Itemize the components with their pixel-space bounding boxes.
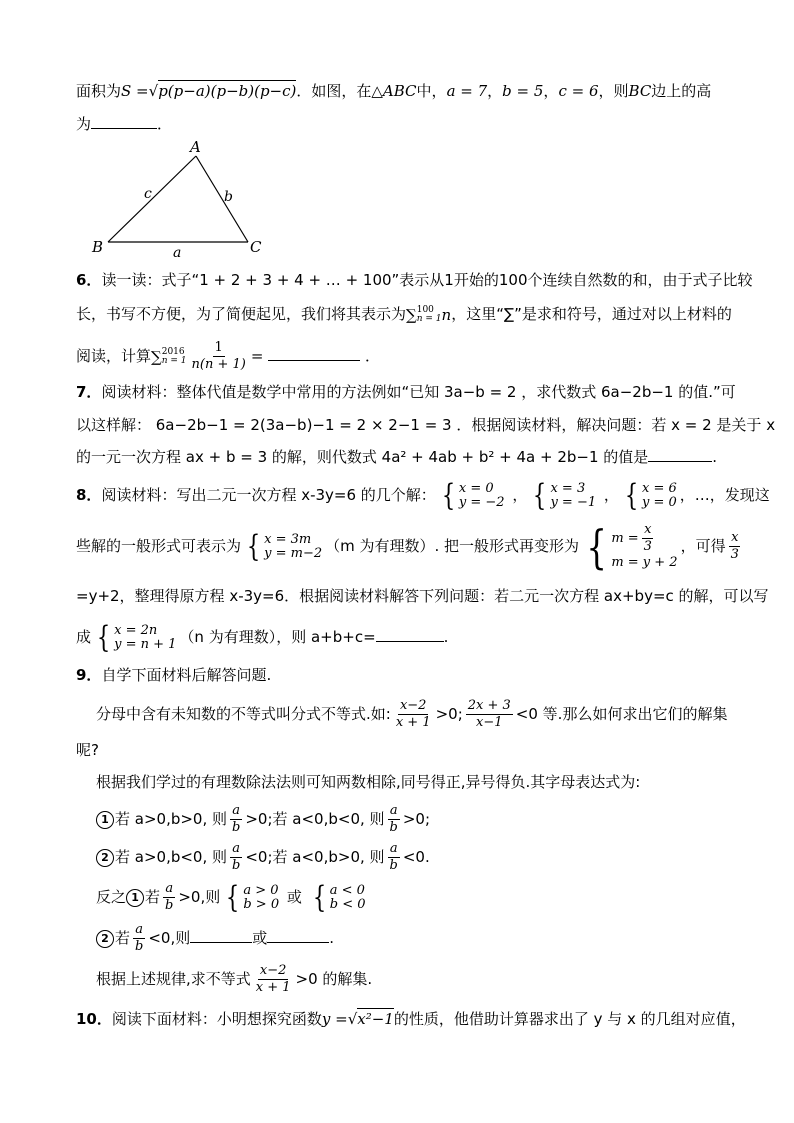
- q9-r4b: <0,则: [148, 929, 191, 947]
- q8-h1-lhs: m =: [611, 530, 639, 546]
- q8-answer-blank[interactable]: [376, 627, 444, 642]
- q8-s2-x: x = 3: [550, 480, 586, 496]
- q9-r5a: 根据上述规律,求不等式: [96, 970, 251, 988]
- q9-r2b: <0;若 a<0,b>0, 则: [245, 848, 385, 866]
- q9-text1c: <0 等.那么如何求出它们的解集: [515, 705, 728, 723]
- q6-line1: [76, 269, 752, 291]
- vertex-a-label: A: [190, 138, 201, 156]
- sqrt-sign: √: [347, 1010, 358, 1028]
- q9-r4-end: .: [329, 929, 335, 947]
- q6-text1: 读一读：式子“1 + 2 + 3 + 4 + … + 100”表示从1开始的100个连续自然数的和，由于式子比较: [101, 271, 753, 289]
- q9-line2: [76, 739, 99, 761]
- circle-2-icon: 2: [96, 849, 114, 867]
- text-height: 边上的高: [651, 82, 712, 100]
- q8-x-over-3: [729, 530, 741, 563]
- q9-frac1: [394, 698, 433, 731]
- q6-end: ．: [365, 347, 381, 365]
- formula-radicand: p(p−a)(p−b)(p−c): [158, 82, 297, 100]
- q9-rule3: [96, 880, 369, 915]
- q9-r1-frac1: [230, 803, 242, 836]
- q9-r4a: 若: [115, 929, 131, 947]
- q10-number: 10．: [76, 1010, 112, 1028]
- triangle-name: ABC: [382, 82, 417, 100]
- q8-k-y: y = n + 1: [114, 636, 177, 652]
- q9-text3: 根据我们学过的有理数除法法则可知两数相除,同号得正,异号得负.其字母表达式为:: [96, 773, 641, 791]
- q7-line2: [76, 414, 775, 436]
- circle-1-icon: 1: [126, 889, 144, 907]
- text-then: ，则: [598, 82, 629, 100]
- q9-r1a: 若 a>0,b>0, 则: [115, 810, 228, 828]
- q9-r2-frac2: [388, 841, 400, 874]
- q9-blank-1[interactable]: [190, 928, 252, 943]
- frac-b: b: [165, 898, 174, 913]
- q9-blank-2[interactable]: [267, 928, 329, 943]
- q7-text2: 以这样解： 6a−2b−1 = 2(3a−b)−1 = 2 × 2−1 = 3 ．根据阅读材料，解决问题：若 x = 2 是关于 x: [76, 416, 776, 434]
- sqrt-sign: √: [148, 82, 159, 100]
- q9-line-title: [76, 664, 271, 686]
- q9-r3a: 反之: [96, 888, 127, 906]
- q8-h1-den: 3: [643, 539, 652, 554]
- q8-k-x: x = 2n: [114, 622, 158, 638]
- q9-rule1: [96, 802, 430, 836]
- frac-b: b: [389, 858, 398, 873]
- q8-line2: [76, 519, 744, 574]
- q6-line3: [76, 340, 380, 373]
- text-area-label: 面积为: [76, 82, 122, 100]
- vertex-c-label: C: [250, 238, 262, 256]
- sum2-lower: n = 1: [161, 355, 187, 366]
- q9-r4-or: 或: [252, 929, 268, 947]
- q8-s3-y: y = 0: [642, 494, 677, 510]
- q8-line3: [76, 585, 769, 607]
- q9-r1c: >0;: [402, 810, 431, 828]
- q6-answer-blank[interactable]: [268, 346, 360, 361]
- frac-a: a: [232, 841, 241, 856]
- q9-case-2: { a < 0 b < 0: [312, 879, 366, 915]
- q9-r5b: >0 的解集.: [295, 970, 373, 988]
- q9-text1a: 分母中含有未知数的不等式叫分式不等式.如:: [96, 705, 391, 723]
- q9-case2-a: a < 0: [329, 882, 365, 898]
- q6-frac-num: 1: [214, 340, 223, 355]
- q8-h1-num: x: [644, 522, 652, 537]
- q8-text1b: ，…，发现这: [679, 486, 770, 504]
- q8-text2a: 些解的一般形式可表示为: [76, 537, 242, 555]
- q9-case1-a: a > 0: [243, 882, 279, 898]
- q9-task: [96, 962, 372, 996]
- q6-frac-den: n(n + 1): [191, 357, 246, 372]
- answer-blank[interactable]: [91, 114, 157, 129]
- q8-text2c: ，可得: [680, 537, 726, 555]
- q8-solution-1: { x = 0 y = −2: [441, 477, 505, 513]
- q8-text4a: 成: [76, 628, 92, 646]
- q8-f3: 3: [730, 547, 739, 562]
- q8-line1: 8．阅读材料：写出二元一次方程 x-3y=6 的几个解： { x = 0 y = −2 ， { x = 3 y = −1 ， { x = 6 y = 0 ，…，发现这: [76, 477, 770, 513]
- q7-line3: [76, 446, 717, 468]
- sum-notation: ∑ 100 n = 1 n: [406, 304, 452, 324]
- q8-transformed-form: { m = $\frac{x}{3}$ m = y + 2: [586, 519, 678, 574]
- side-c-label: c: [144, 186, 152, 202]
- line-answer-blank: [76, 113, 172, 135]
- q8-text4b: （n 为有理数），则 a+b+c=: [179, 628, 376, 646]
- frac-a: a: [135, 922, 144, 937]
- q6-text2b: ，这里“∑”是求和符号，通过对以上材料的: [451, 305, 732, 323]
- q9-r2c: <0.: [402, 848, 430, 866]
- q8-solution-3: { x = 6 y = 0: [624, 477, 677, 513]
- q7-text1: 阅读材料：整体代值是数学中常用的方法例如“已知 3a−b = 2 ，求代数式 6a−2b−1 的值.”可: [101, 383, 736, 401]
- q9-rule2: [96, 840, 430, 874]
- frac-b: b: [135, 939, 144, 954]
- sum-lower: n = 1: [416, 313, 442, 324]
- q9-r1-frac2: [388, 803, 400, 836]
- q9-case1-b: b > 0: [243, 896, 280, 912]
- q9-f2-den: x−1: [476, 715, 503, 730]
- q9-r4-frac: [133, 922, 145, 955]
- circle-2-icon: 2: [96, 930, 114, 948]
- side-b-label: b: [224, 189, 233, 205]
- q6-fraction: [190, 340, 248, 373]
- q10-text1b: 的性质，他借助计算器求出了 y 与 x 的几组对应值，: [393, 1010, 746, 1028]
- q8-text3: =y+2，整理得原方程 x-3y=6．根据阅读材料解答下列问题：若二元一次方程 ax+by=c 的解，可以写: [76, 587, 769, 605]
- q8-general-form: { x = 3m y = m−2: [246, 528, 323, 564]
- c-value: c = 6: [558, 82, 599, 100]
- q8-g-x: x = 3m: [264, 531, 312, 547]
- q9-title: 自学下面材料后解答问题.: [101, 666, 272, 684]
- frac-b: b: [232, 858, 241, 873]
- q9-case2-b: b < 0: [329, 896, 366, 912]
- text-period: ．: [157, 115, 173, 133]
- q7-answer-blank[interactable]: [648, 447, 712, 462]
- b-value: b = 5: [502, 82, 544, 100]
- q9-frac2: [466, 698, 513, 731]
- sum-variable: n: [441, 305, 452, 324]
- q8-s2-y: y = −1: [550, 494, 597, 510]
- q6-line2: [76, 303, 732, 326]
- q9-line3: [96, 771, 640, 793]
- q9-r5-frac: [254, 963, 293, 996]
- a-value: a = 7: [446, 82, 488, 100]
- side-bc: BC: [628, 82, 652, 100]
- frac-b: b: [389, 820, 398, 835]
- q9-r5-num: x−2: [259, 963, 287, 978]
- formula-lhs: S =: [121, 82, 149, 100]
- q8-fx: x: [731, 530, 739, 545]
- q9-r2-frac1: [230, 841, 242, 874]
- q8-h2: m = y + 2: [611, 555, 678, 570]
- text-in: 中，: [416, 82, 447, 100]
- line-heron-formula: 面积为S =√p(p−a)(p−b)(p−c)．如图，在△ABC中，a = 7，b = 5，c = 6，则BC边上的高: [76, 82, 712, 100]
- q9-f1-num: x−2: [399, 698, 427, 713]
- q8-text1: 阅读材料：写出二元一次方程 x-3y=6 的几个解：: [101, 486, 436, 504]
- q7-line1: [76, 381, 736, 403]
- q9-text2: 呢?: [76, 741, 99, 759]
- text-is: 为: [76, 115, 92, 133]
- triangle-side-c: [108, 156, 196, 242]
- q9-case-1: { a > 0 b > 0: [226, 879, 280, 915]
- vertex-b-label: B: [92, 238, 104, 256]
- q9-rule4: [96, 921, 334, 955]
- q9-r3c: >0,则: [178, 888, 221, 906]
- q6-text2a: 长，书写不方便，为了简便起见，我们将其表示为: [76, 305, 407, 323]
- q9-r3-frac: [163, 881, 175, 914]
- q6-number: 6．: [76, 271, 102, 289]
- q9-text1b: >0;: [435, 705, 463, 723]
- q9-r5-den: x + 1: [255, 980, 291, 995]
- sum2-upper: 2016: [161, 346, 185, 357]
- sum-upper: 100: [416, 304, 434, 315]
- q10-text1a: 阅读下面材料：小明想探究函数: [111, 1010, 322, 1028]
- frac-a: a: [232, 803, 241, 818]
- q8-number: 8．: [76, 486, 102, 504]
- frac-a: a: [389, 803, 398, 818]
- q9-r2a: 若 a>0,b<0, 则: [115, 848, 228, 866]
- triangle-figure: [88, 136, 278, 258]
- q9-f1-den: x + 1: [395, 715, 431, 730]
- q9-r3b: 若: [145, 888, 161, 906]
- sum-notation-2: ∑ 2016 n = 1: [151, 346, 187, 366]
- q9-number: 9．: [76, 666, 102, 684]
- q6-text3: 阅读，计算: [76, 347, 152, 365]
- frac-a: a: [389, 841, 398, 856]
- q10-line1: [76, 1008, 746, 1030]
- q7-text3: 的一元一次方程 ax + b = 3 的解，则代数式 4a² + 4ab + b² + 4a + 2b−1 的值是: [76, 448, 649, 466]
- frac-a: a: [165, 881, 174, 896]
- q8-line4: [76, 619, 449, 655]
- q10-fn-radicand: x²−1: [357, 1010, 394, 1028]
- frac-b: b: [232, 820, 241, 835]
- side-a-label: a: [173, 245, 182, 258]
- text-figure-intro: ．如图，在△: [296, 82, 383, 100]
- q8-param-form: { x = 2n y = n + 1: [96, 619, 177, 655]
- q6-equals: =: [250, 347, 264, 365]
- circle-1-icon: 1: [96, 811, 114, 829]
- q8-s3-x: x = 6: [642, 480, 677, 496]
- q10-fn-lhs: y =: [321, 1010, 348, 1028]
- q8-solution-2: { x = 3 y = −1: [533, 477, 597, 513]
- q8-g-y: y = m−2: [264, 545, 323, 561]
- q7-end: .: [712, 448, 718, 466]
- q9-line1: [96, 697, 727, 731]
- q8-end: .: [443, 628, 449, 646]
- q9-or: 或: [286, 888, 302, 906]
- q8-s1-y: y = −2: [458, 494, 505, 510]
- q9-f2-num: 2x + 3: [467, 698, 511, 713]
- q7-number: 7．: [76, 383, 102, 401]
- triangle-side-b: [196, 156, 248, 242]
- q9-r1b: >0;若 a<0,b<0, 则: [245, 810, 385, 828]
- q8-s1-x: x = 0: [458, 480, 494, 496]
- q8-text2b: （m 为有理数）. 把一般形式再变形为: [325, 537, 580, 555]
